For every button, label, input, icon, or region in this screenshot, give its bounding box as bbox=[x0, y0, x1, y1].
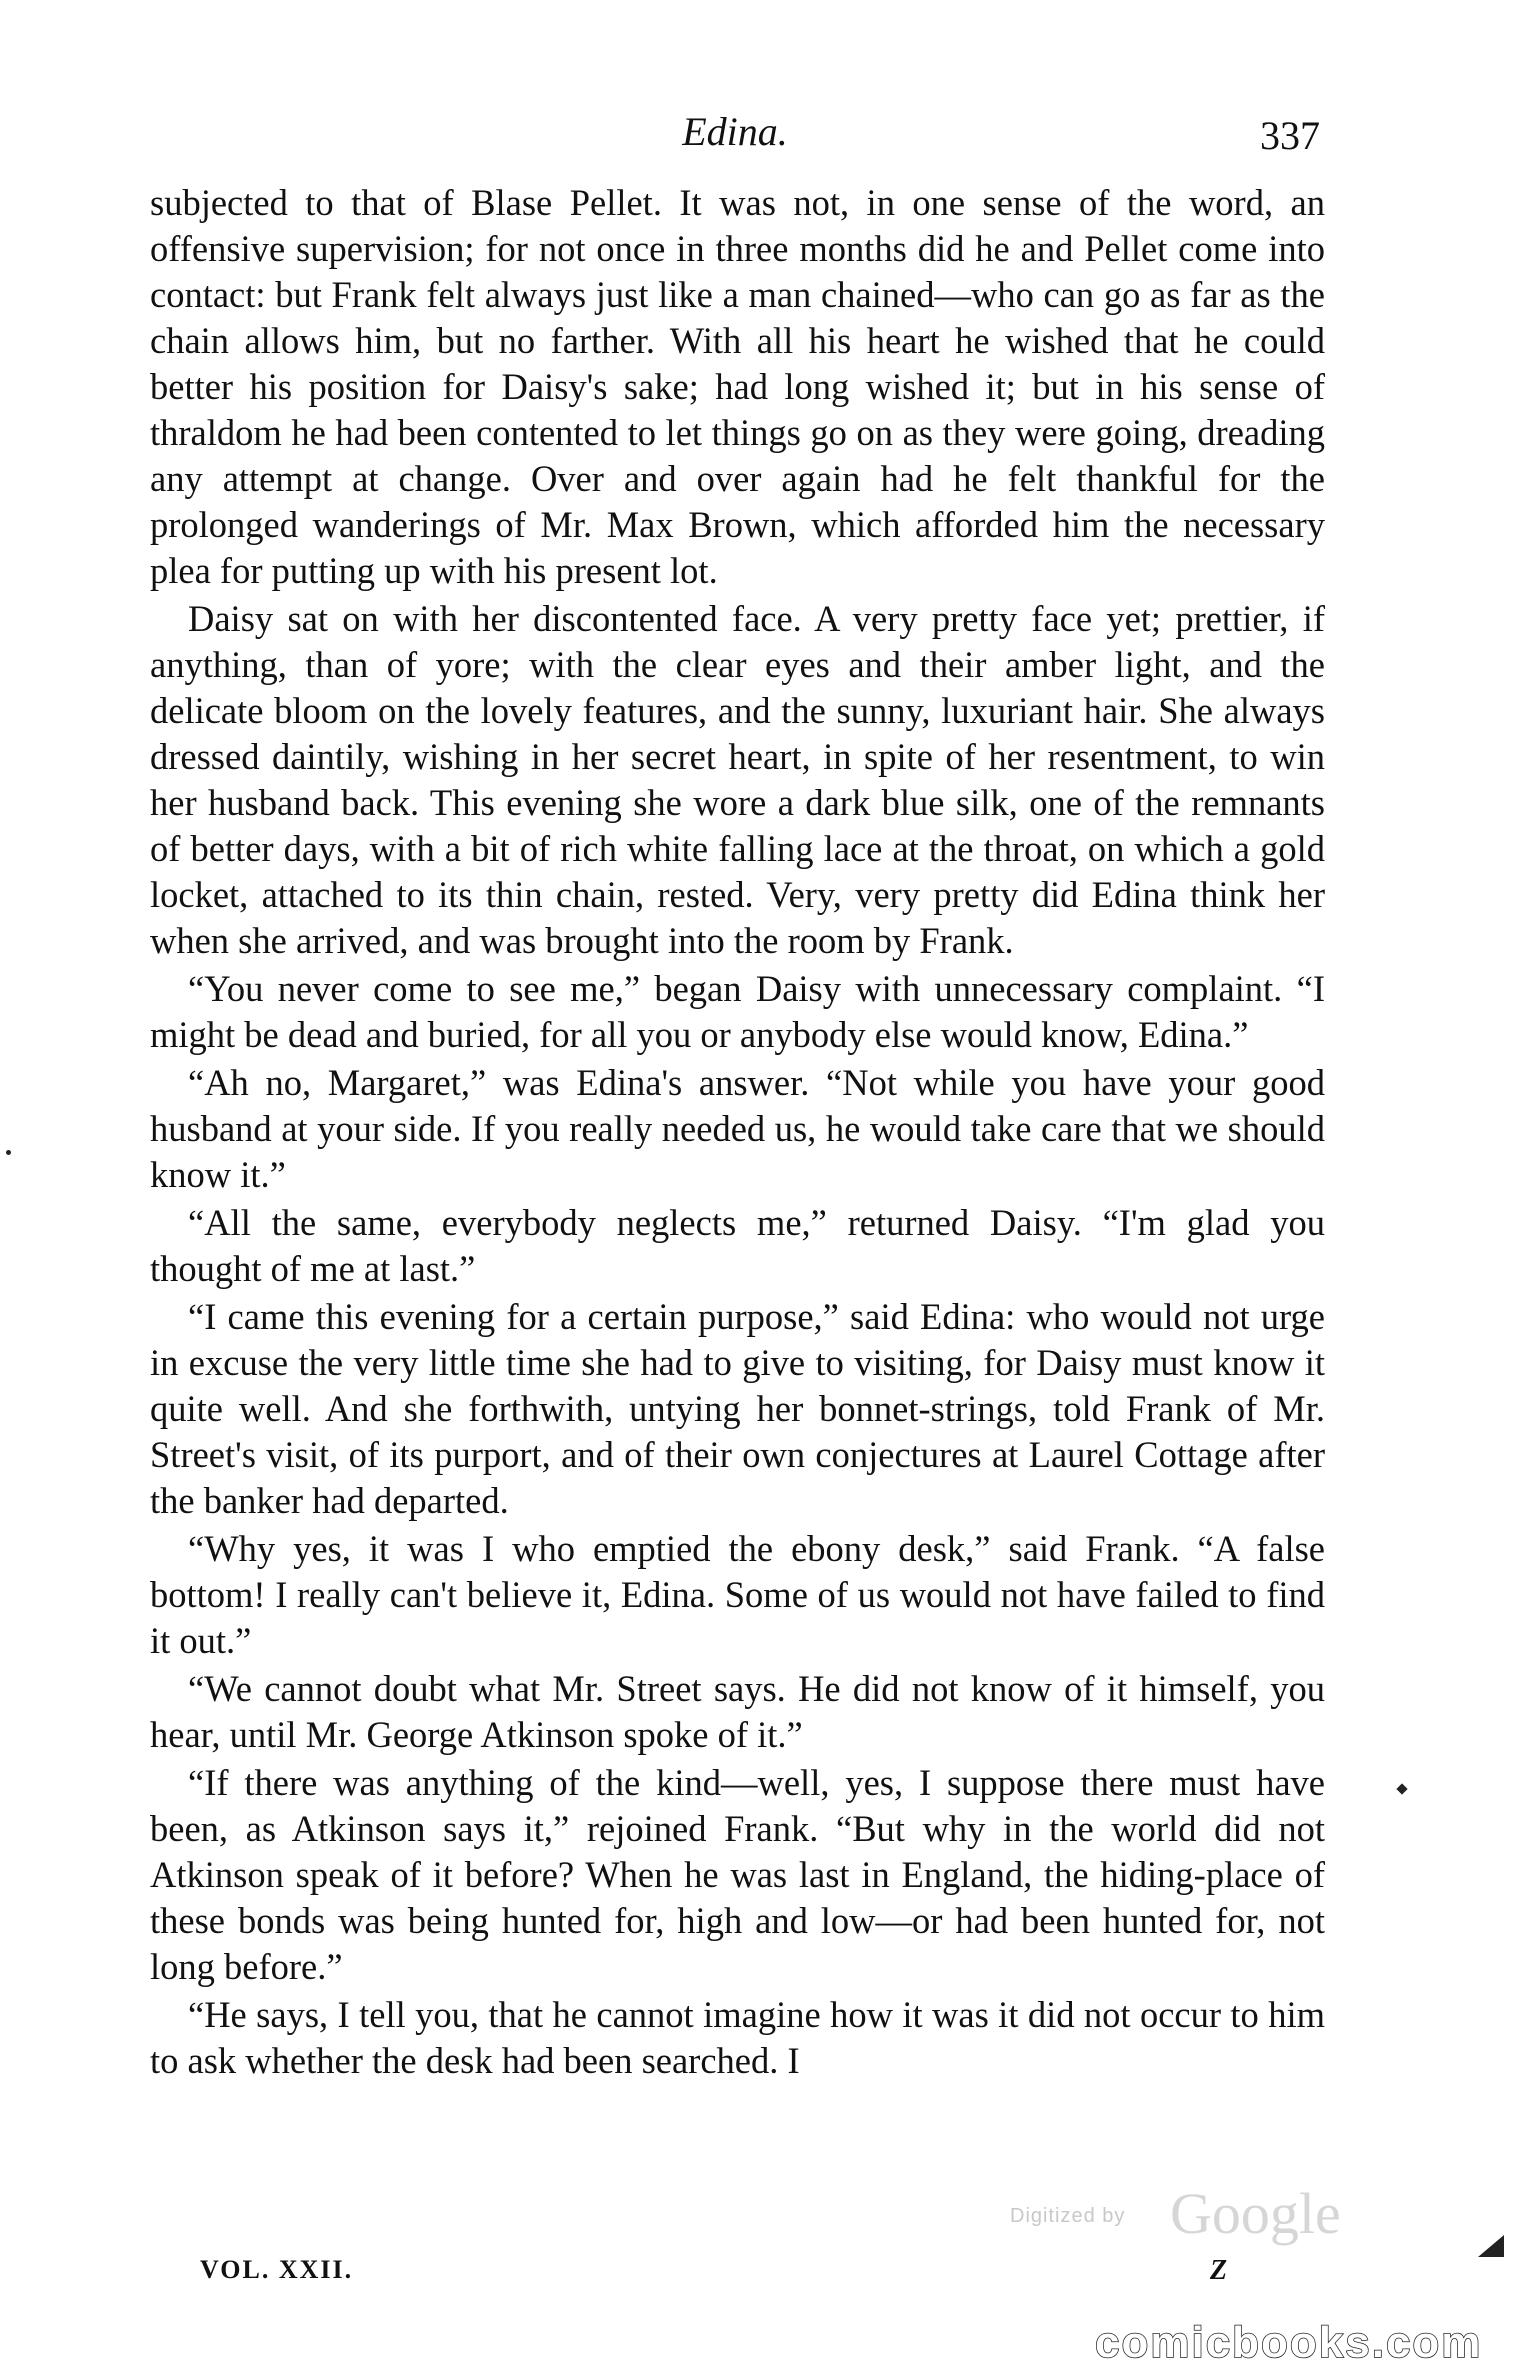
digitized-by-label: Digitized by bbox=[1010, 2205, 1126, 2227]
site-watermark: comicbooks.com bbox=[1095, 2318, 1483, 2367]
page-number: 337 bbox=[1260, 113, 1320, 158]
paragraph: “We cannot doubt what Mr. Street says. He did not know of it himself, you hear, until Mr. George Atkinson spoke of it.” bbox=[150, 1668, 1325, 1755]
scan-speck-mark bbox=[1396, 1783, 1407, 1794]
paragraph: “If there was anything of the kind—well, yes, I suppose there must have been, as Atkinson says it,” rejoined Frank. “But why in the world did not Atkinson speak of it before? When he was last in England, the hiding-place of these bonds was being hunted for, high and low—or had been hunted for, not long before.” bbox=[150, 1762, 1325, 1987]
paragraph: Daisy sat on with her discontented face. A very pretty face yet; prettier, if anything, than of yore; with the clear eyes and their amber light, and the delicate bloom on the lovely features, and the sunny, luxuriant hair. She always dressed daintily, wishing in her secret heart, in spite of her resentment, to win her husband back. This evening she wore a dark blue silk, one of the remnants of better days, with a bit of rich white falling lace at the throat, on which a gold locket, attached to its thin chain, rested. Very, very pretty did Edina think her when she arrived, and was brought into the room by Frank. bbox=[150, 598, 1325, 961]
running-head bbox=[150, 108, 1320, 168]
scan-speck-mark bbox=[6, 1150, 11, 1155]
running-title: Edina. bbox=[682, 109, 788, 154]
signature-mark: Z bbox=[1210, 2255, 1228, 2286]
paragraph: “Ah no, Margaret,” was Edina's answer. “Not while you have your good husband at your side. If you really needed us, he would take care that we should know it.” bbox=[150, 1062, 1325, 1195]
paragraph: subjected to that of Blase Pellet. It was not, in one sense of the word, an offensive supervision; for not once in three months did he and Pellet come into contact: but Frank felt always just like a man chained—who can go as far as the chain allows him, but no farther. With all his heart he wished that he could better his position for Daisy's sake; had long wished it; but in his sense of thraldom he had been contented to let things go on as they were going, dreading any attempt at change. Over and over again had he felt thankful for the prolonged wanderings of Mr. Max Brown, which afforded him the necessary plea for putting up with his present lot. bbox=[150, 182, 1325, 591]
page-corner-mark bbox=[1478, 2235, 1504, 2257]
paragraph: “You never come to see me,” began Daisy with unnecessary complaint. “I might be dead and buried, for all you or anybody else would know, Edina.” bbox=[150, 968, 1325, 1055]
google-watermark: Google bbox=[1170, 2181, 1341, 2246]
paragraph: “All the same, everybody neglects me,” returned Daisy. “I'm glad you thought of me at last.” bbox=[150, 1202, 1325, 1289]
paragraph: “He says, I tell you, that he cannot imagine how it was it did not occur to him to ask whether the desk had been searched. I bbox=[150, 1994, 1325, 2081]
body-text bbox=[150, 180, 1325, 2086]
paragraph: “Why yes, it was I who emptied the ebony desk,” said Frank. “A false bottom! I really can't believe it, Edina. Some of us would not have failed to find it out.” bbox=[150, 1528, 1325, 1661]
paragraph: “I came this evening for a certain purpose,” said Edina: who would not urge in excuse the very little time she had to give to visiting, for Daisy must know it quite well. And she forthwith, untying her bonnet-strings, told Frank of Mr. Street's visit, of its purport, and of their own conjectures at Laurel Cottage after the banker had departed. bbox=[150, 1296, 1325, 1521]
page-footer bbox=[200, 2255, 1260, 2295]
volume-label: VOL. XXII. bbox=[200, 2255, 354, 2284]
